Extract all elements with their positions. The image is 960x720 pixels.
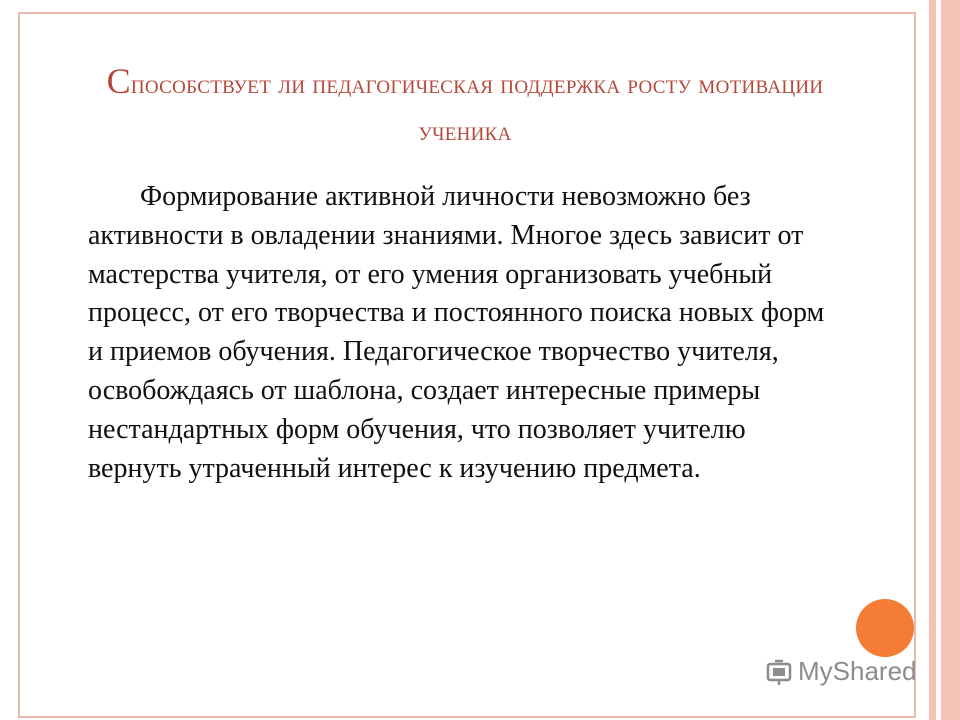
right-stripe-2 — [941, 0, 960, 720]
right-stripe-1 — [929, 0, 936, 720]
title-rest: пособствует ли педагогическая поддержка росту мотивации ученика — [130, 69, 824, 146]
watermark-text: MyShared — [798, 656, 917, 686]
myshared-watermark — [766, 656, 917, 687]
slide-title — [80, 58, 850, 155]
slide-body-text: Формирование активной личности невозможно без активности в овладении знаниями. Многое здесь зависит от мастерства учителя, от его умения организовать учебный процесс, от его творчества и постоянного поиска новых форм и приемов обучения. Педагогическое творчество учителя, освобождаясь от шаблона, создает интересные примеры нестандартных форм обучения, что позволяет учителю вернуть утраченный интерес к изучению предмета. — [88, 181, 825, 484]
title-first-letter: С — [106, 61, 131, 101]
myshared-logo-icon — [766, 658, 794, 686]
orange-circle-decoration — [856, 599, 914, 657]
